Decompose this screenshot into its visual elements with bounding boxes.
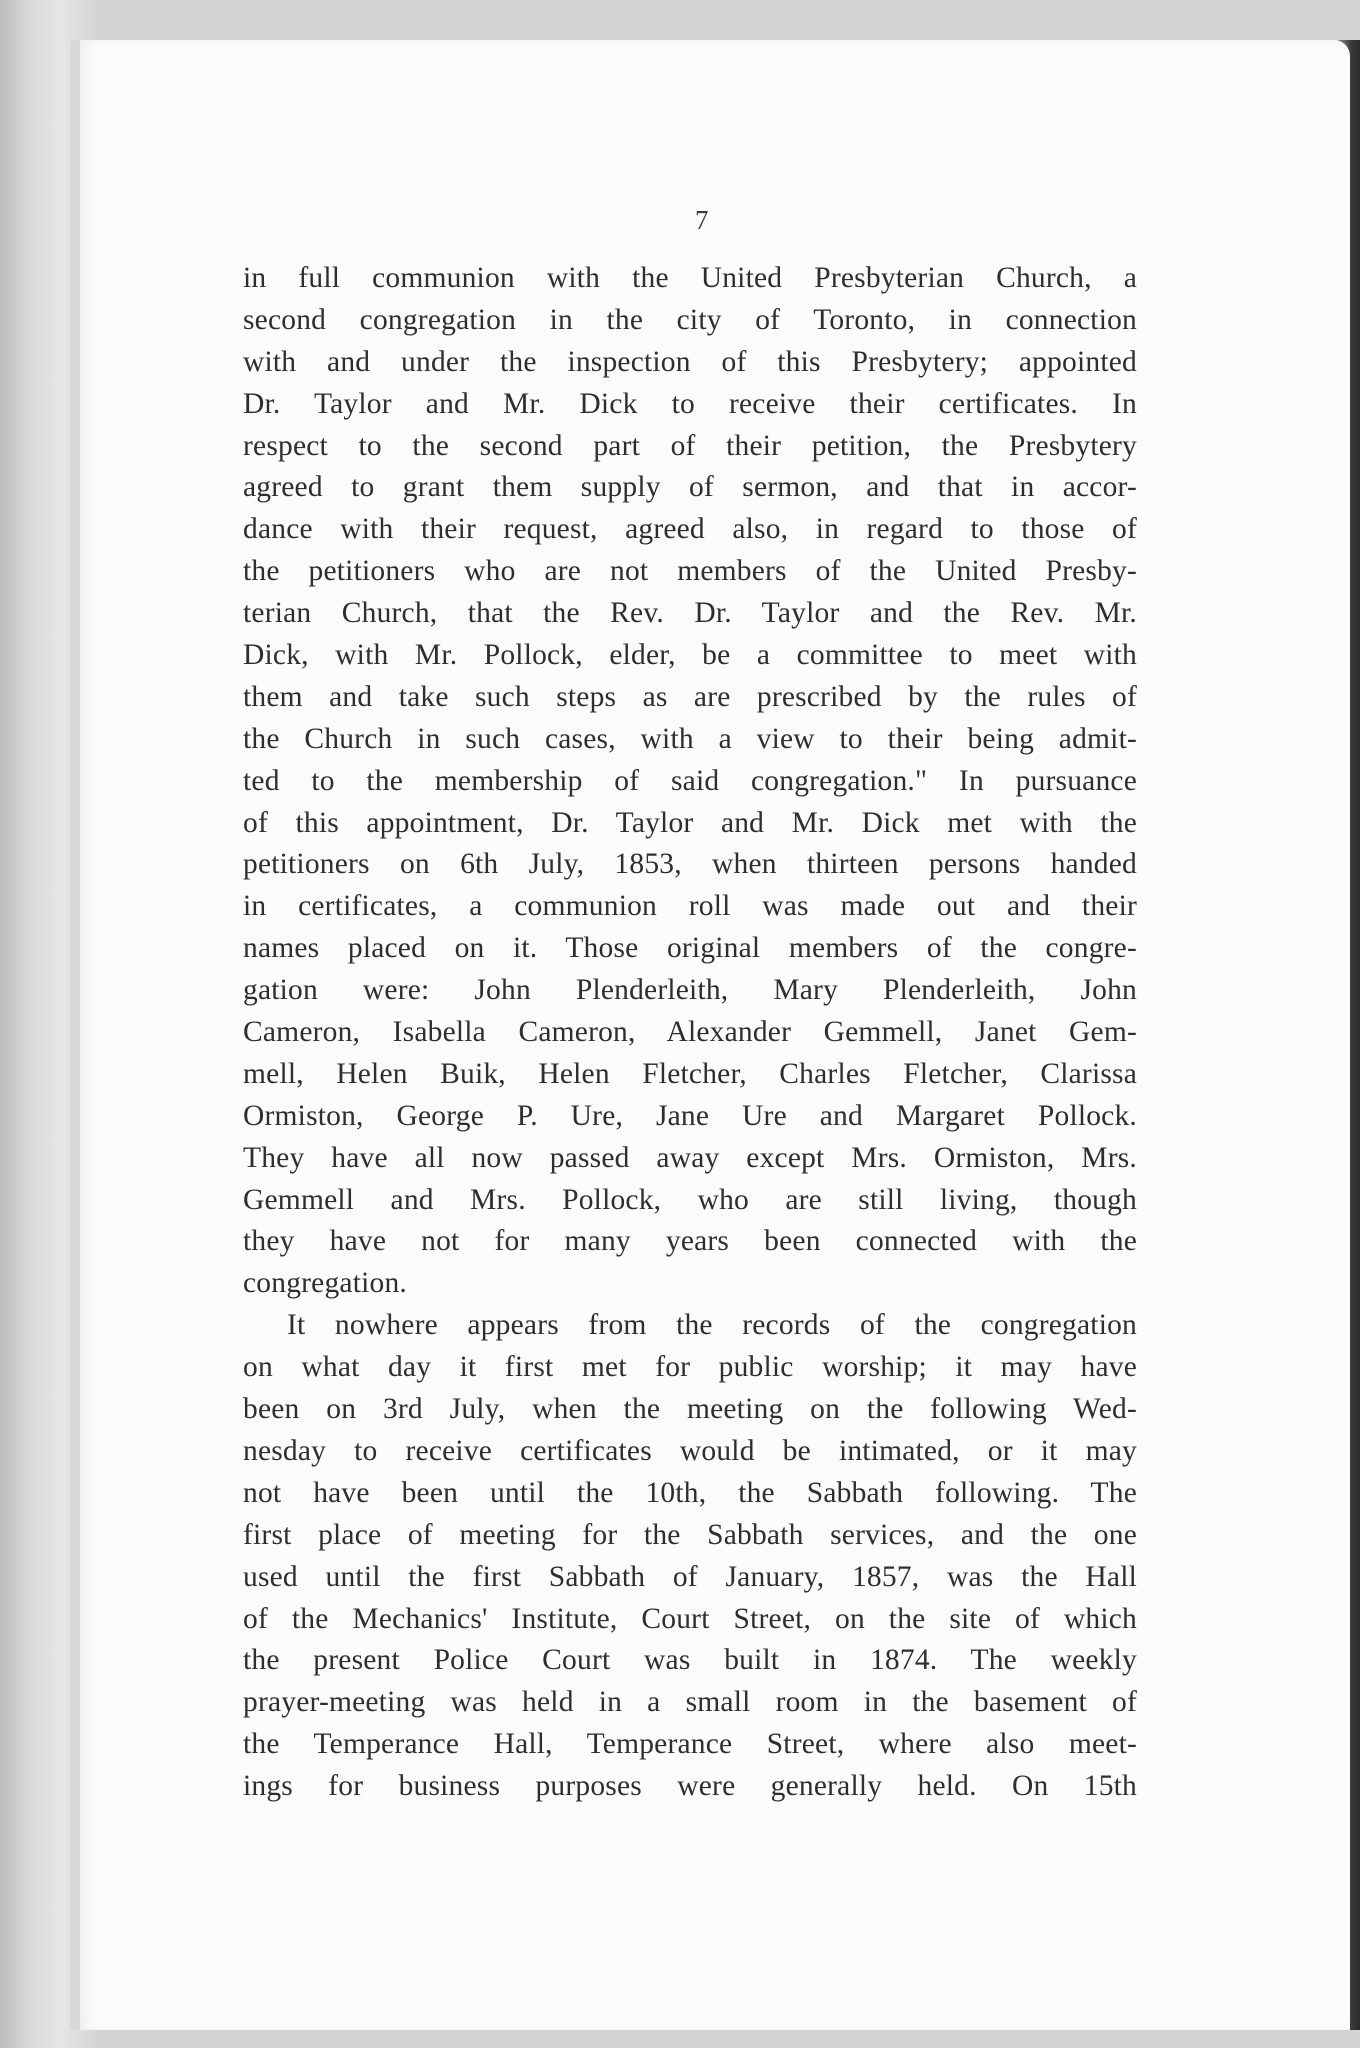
text-line: Dick, with Mr. Pollock, elder, be a committee to meet with — [243, 639, 1137, 672]
text-line: been on 3rd July, when the meeting on the following Wed- — [243, 1393, 1137, 1426]
text-line: with and under the inspection of this Presbytery; appointed — [243, 345, 1137, 378]
text-line: in certificates, a communion roll was made out and their — [243, 890, 1137, 923]
text-line: first place of meeting for the Sabbath services, and the one — [243, 1518, 1137, 1551]
text-line: ted to the membership of said congregation." In pursuance — [243, 764, 1137, 797]
text-line: of this appointment, Dr. Taylor and Mr. Dick met with the — [243, 806, 1137, 839]
text-line: in full communion with the United Presbyterian Church, a — [243, 262, 1137, 294]
text-line: ings for business purposes were generally held. On 15th — [243, 1770, 1137, 1803]
text-line: the Temperance Hall, Temperance Street, where also meet- — [243, 1728, 1137, 1761]
text-line: They have all now passed away except Mrs. Ormiston, Mrs. — [243, 1141, 1137, 1174]
text-line: Cameron, Isabella Cameron, Alexander Gemmell, Janet Gem- — [243, 1016, 1137, 1049]
page-number: 7 — [695, 205, 709, 235]
text-line: the petitioners who are not members of the United Presby- — [243, 555, 1137, 588]
text-line: agreed to grant them supply of sermon, and that in accor- — [243, 471, 1137, 504]
paragraph — [243, 258, 1137, 1305]
text-line: petitioners on 6th July, 1853, when thirteen persons handed — [243, 848, 1137, 881]
text-line: congregation. — [243, 1267, 407, 1300]
text-line: second congregation in the city of Toronto, in connection — [243, 303, 1137, 336]
text-line: nesday to receive certificates would be intimated, or it may — [243, 1434, 1137, 1467]
text-line: of the Mechanics' Institute, Court Street, on the site of which — [243, 1602, 1137, 1635]
body-text — [243, 258, 1137, 1808]
text-line: used until the first Sabbath of January, 1857, was the Hall — [243, 1560, 1137, 1593]
text-line: Ormiston, George P. Ure, Jane Ure and Margaret Pollock. — [243, 1099, 1137, 1132]
text-line: the present Police Court was built in 1874. The weekly — [243, 1644, 1137, 1677]
text-line: on what day it first met for public worship; it may have — [243, 1351, 1137, 1384]
text-line: dance with their request, agreed also, in regard to those of — [243, 513, 1137, 546]
paragraph — [243, 1305, 1137, 1808]
text-line: respect to the second part of their petition, the Presbytery — [243, 429, 1137, 462]
text-line: Dr. Taylor and Mr. Dick to receive their certificates. In — [243, 387, 1137, 420]
text-line: It nowhere appears from the records of the congregation — [287, 1309, 1137, 1342]
text-line: not have been until the 10th, the Sabbath following. The — [243, 1476, 1137, 1509]
text-line: names placed on it. Those original members of the congre- — [243, 932, 1137, 965]
text-line: gation were: John Plenderleith, Mary Plenderleith, John — [243, 974, 1137, 1007]
text-line: Gemmell and Mrs. Pollock, who are still living, though — [243, 1183, 1137, 1216]
text-line: the Church in such cases, with a view to their being admit- — [243, 722, 1137, 755]
text-line: they have not for many years been connected with the — [243, 1225, 1137, 1258]
text-line: terian Church, that the Rev. Dr. Taylor and the Rev. Mr. — [243, 597, 1137, 630]
text-line: prayer-meeting was held in a small room in the basement of — [243, 1686, 1137, 1719]
text-line: them and take such steps as are prescribed by the rules of — [243, 680, 1137, 713]
text-line: mell, Helen Buik, Helen Fletcher, Charles Fletcher, Clarissa — [243, 1057, 1137, 1090]
